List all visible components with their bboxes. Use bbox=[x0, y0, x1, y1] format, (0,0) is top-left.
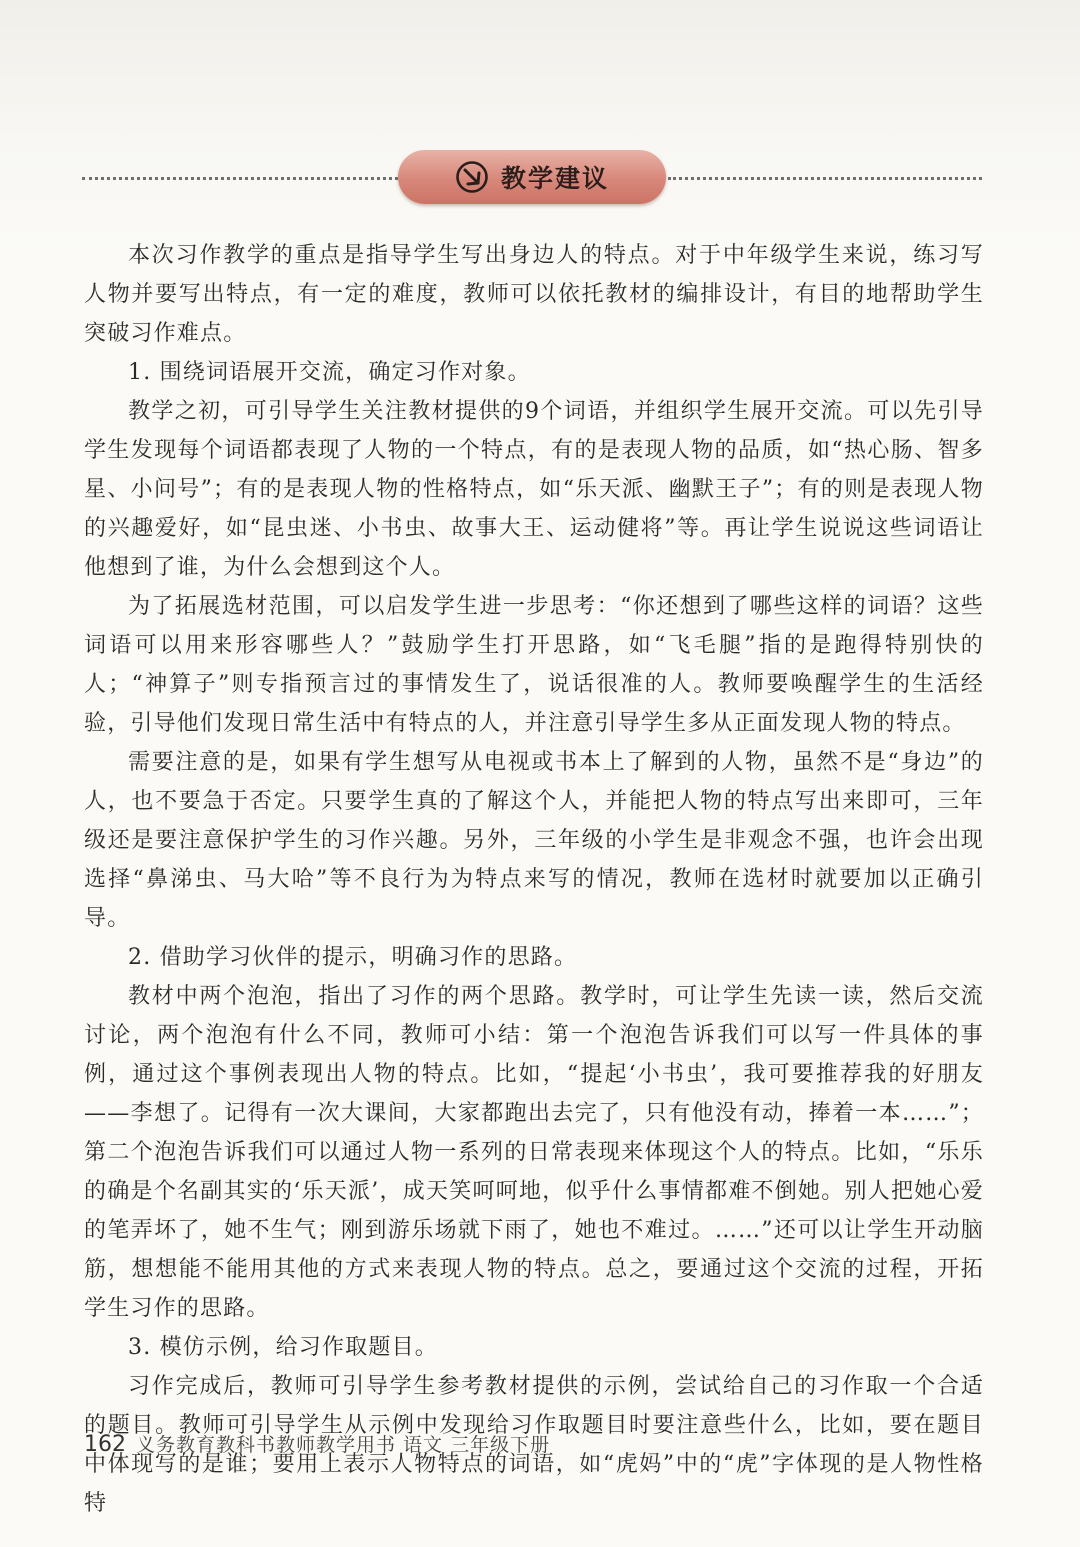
subheading-1: 1. 围绕词语展开交流，确定习作对象。 bbox=[128, 360, 531, 385]
body-text bbox=[84, 236, 984, 1523]
dotted-rule-left bbox=[82, 177, 398, 180]
paragraph: 教学之初，可引导学生关注教材提供的9个词语，并组织学生展开交流。可以先引导学生发现每个词语都表现了人物的一个特点，有的是表现人物的品质，如“热心肠、智多星、小问号”；有的是表现人物的性格特点，如“乐天派、幽默王子”；有的则是表现人物的兴趣爱好，如“昆虫迷、小书虫、故事大王、运动健将”等。再让学生说说这些词语让他想到了谁，为什么会想到这个人。 bbox=[84, 399, 984, 580]
subheading-3: 3. 模仿示例，给习作取题目。 bbox=[128, 1335, 438, 1360]
section-title-banner bbox=[398, 150, 666, 204]
section-header bbox=[82, 150, 982, 208]
page-footer bbox=[84, 1430, 550, 1462]
paragraph: 教材中两个泡泡，指出了习作的两个思路。教学时，可让学生先读一读，然后交流讨论，两个泡泡有什么不同，教师可小结：第一个泡泡告诉我们可以写一件具体的事例，通过这个事例表现出人物的特点。比如，“提起‘小书虫’，我可要推荐我的好朋友——李想了。记得有一次大课间，大家都跑出去完了，只有他没有动，捧着一本……”；第二个泡泡告诉我们可以通过人物一系列的日常表现来体现这个人的特点。比如，“乐乐的确是个名副其实的‘乐天派’，成天笑呵呵地，似乎什么事情都难不倒她。别人把她心爱的笔弄坏了，她不生气；刚到游乐场就下雨了，她也不难过。……”还可以让学生开动脑筋，想想能不能用其他的方式来表现人物的特点。总之，要通过这个交流的过程，开拓学生习作的思路。 bbox=[84, 984, 984, 1321]
page-number: 162 bbox=[84, 1432, 126, 1457]
paragraph-intro: 本次习作教学的重点是指导学生写出身边人的特点。对于中年级学生来说，练习写人物并要写出特点，有一定的难度，教师可以依托教材的编排设计，有目的地帮助学生突破习作难点。 bbox=[84, 243, 984, 346]
arrow-down-right-circle-icon bbox=[455, 160, 489, 194]
paragraph: 习作完成后，教师可引导学生参考教材提供的示例，尝试给自己的习作取一个合适的题目。教师可引导学生从示例中发现给习作取题目时要注意些什么，比如，要在题目中体现写的是谁；要用上表示人物特点的词语，如“虎妈”中的“虎”字体现的是人物性格特 bbox=[84, 1374, 984, 1516]
dotted-rule-right bbox=[668, 177, 982, 180]
paragraph: 需要注意的是，如果有学生想写从电视或书本上了解到的人物，虽然不是“身边”的人，也不要急于否定。只要学生真的了解这个人，并能把人物的特点写出来即可，三年级还是要注意保护学生的习作兴趣。另外，三年级的小学生是非观念不强，也许会出现选择“鼻涕虫、马大哈”等不良行为为特点来写的情况，教师在选材时就要加以正确引导。 bbox=[84, 750, 984, 931]
section-title: 教学建议 bbox=[500, 164, 609, 193]
book-title: 义务教育教科书教师教学用书 语文 三年级下册 bbox=[136, 1434, 551, 1456]
paragraph: 为了拓展选材范围，可以启发学生进一步思考：“你还想到了哪些这样的词语？这些词语可以用来形容哪些人？”鼓励学生打开思路，如“飞毛腿”指的是跑得特别快的人；“神算子”则专指预言过的事情发生了，说话很准的人。教师要唤醒学生的生活经验，引导他们发现日常生活中有特点的人，并注意引导学生多从正面发现人物的特点。 bbox=[84, 594, 984, 736]
subheading-2: 2. 借助学习伙伴的提示，明确习作的思路。 bbox=[128, 945, 578, 970]
